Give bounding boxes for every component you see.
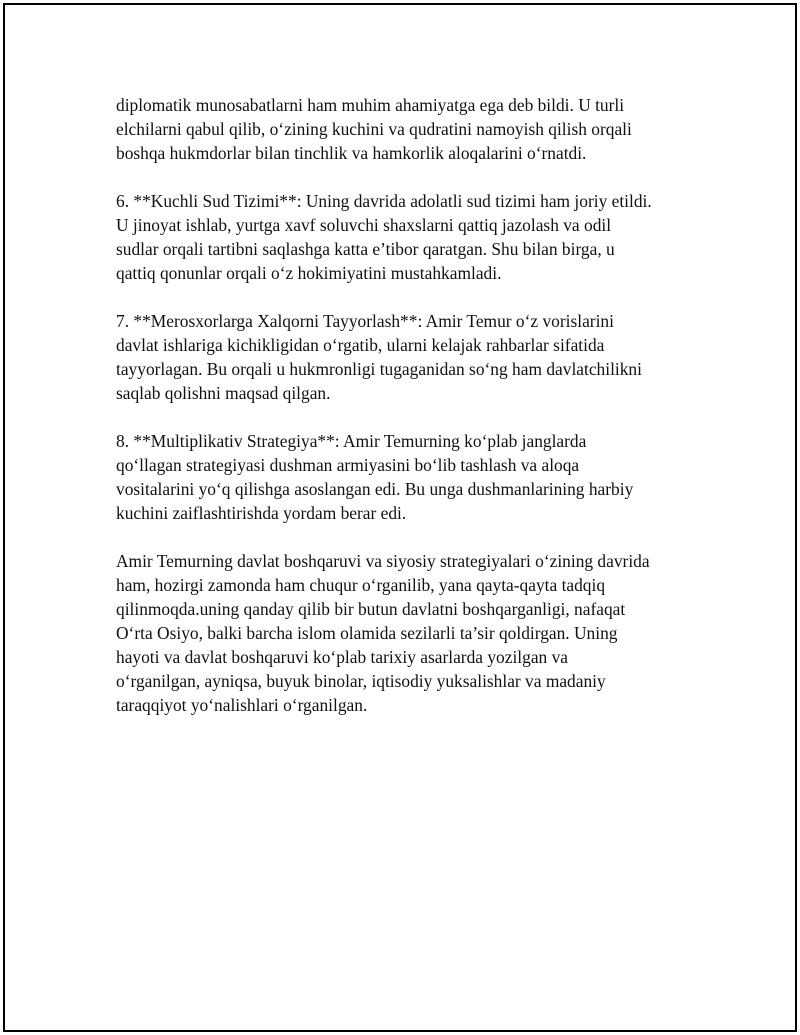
text-line: taraqqiyot yo‘nalishlari o‘rganilgan. — [116, 695, 368, 715]
text-line: Amir Temurning davlat boshqaruvi va siyosiy strategiyalari o‘zining davrida — [116, 551, 650, 571]
paragraph-7-heirs — [116, 309, 696, 405]
text-line: 8. **Multiplikativ Strategiya**: Amir Temurning ko‘plab janglarda — [116, 431, 587, 451]
text-line: U jinoyat ishlab, yurtga xavf soluvchi shaxslarni qattiq jazolash va odil — [116, 215, 612, 235]
paragraph-conclusion — [116, 549, 696, 717]
text-line: sudlar orqali tartibni saqlashga katta e’tibor qaratgan. Shu bilan birga, u — [116, 239, 615, 259]
text-line: O‘rta Osiyo, balki barcha islom olamida sezilarli ta’sir qoldirgan. Uning — [116, 623, 618, 643]
text-line: davlat ishlariga kichikligidan o‘rgatib, ularni kelajak rahbarlar sifatida — [116, 335, 605, 355]
text-line: ham, hozirgi zamonda ham chuqur o‘rganilib, yana qayta-qayta tadqiq — [116, 575, 606, 595]
text-line: qo‘llagan strategiyasi dushman armiyasini bo‘lib tashlash va aloqa — [116, 455, 580, 475]
text-line: boshqa hukmdorlar bilan tinchlik va hamkorlik aloqalarini o‘rnatdi. — [116, 143, 587, 163]
text-line: elchilarni qabul qilib, o‘zining kuchini va qudratini namoyish qilish orqali — [116, 119, 632, 139]
text-line: qattiq qonunlar orqali o‘z hokimiyatini mustahkamladi. — [116, 263, 502, 283]
text-line: tayyorlagan. Bu orqali u hukmronligi tugaganidan so‘ng ham davlatchilikni — [116, 359, 642, 379]
text-line: hayoti va davlat boshqaruvi ko‘plab tarixiy asarlarda yozilgan va — [116, 647, 569, 667]
text-line: saqlab qolishni maqsad qilgan. — [116, 383, 331, 403]
text-line: qilinmoqda.uning qanday qilib bir butun davlatni boshqarganligi, nafaqat — [116, 599, 626, 619]
text-line: o‘rganilgan, ayniqsa, buyuk binolar, iqtisodiy yuksalishlar va madaniy — [116, 671, 606, 691]
document-body — [116, 93, 696, 741]
text-line: 6. **Kuchli Sud Tizimi**: Uning davrida adolatli sud tizimi ham joriy etildi. — [116, 191, 652, 211]
paragraph-8-strategy — [116, 429, 696, 525]
paragraph-6-court-system — [116, 189, 696, 285]
text-line: vositalarini yo‘q qilishga asoslangan edi. Bu unga dushmanlarining harbiy — [116, 479, 634, 499]
text-line: 7. **Merosxorlarga Xalqorni Tayyorlash**: Amir Temur o‘z vorislarini — [116, 311, 614, 331]
text-line: kuchini zaiflashtirishda yordam berar edi. — [116, 503, 407, 523]
text-line: diplomatik munosabatlarni ham muhim ahamiyatga ega deb bildi. U turli — [116, 95, 625, 115]
paragraph-intro-diplomacy — [116, 93, 696, 165]
